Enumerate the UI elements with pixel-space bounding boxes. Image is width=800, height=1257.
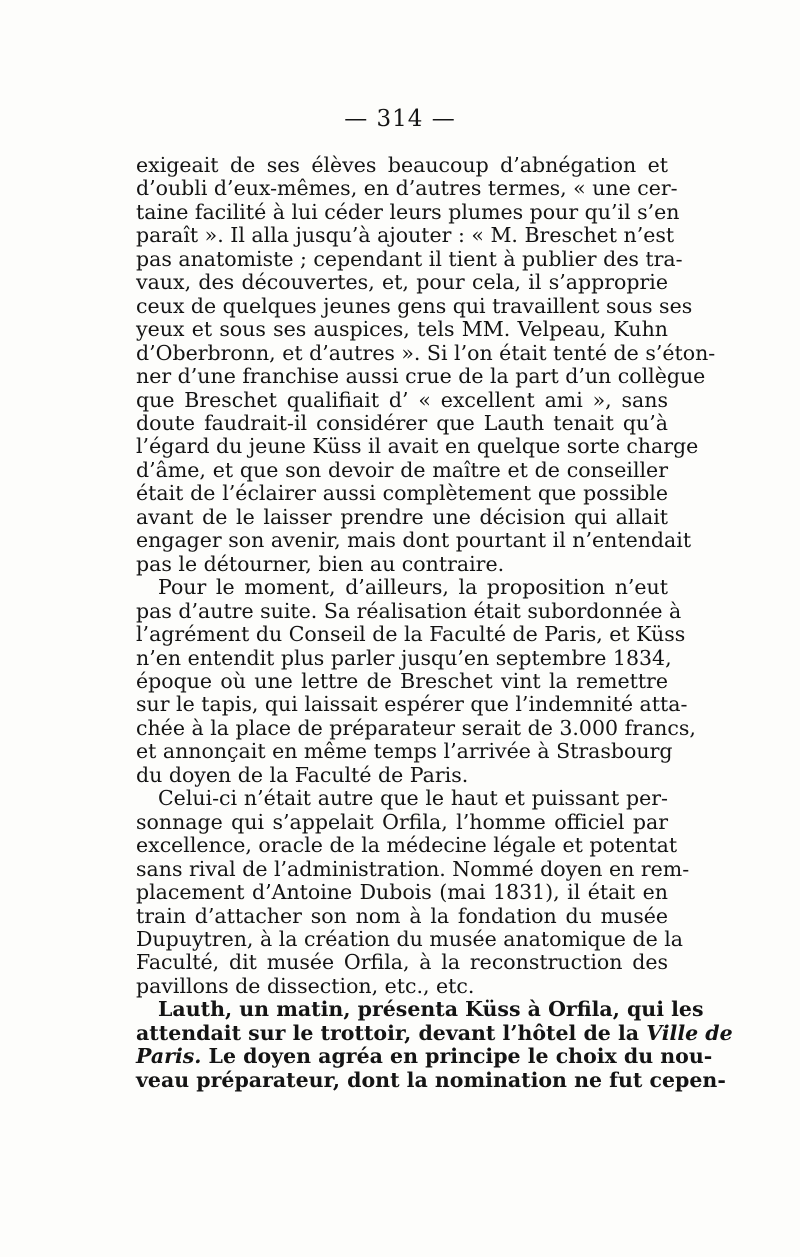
text-line: excellence, oracle de la médecine légale et potentat bbox=[136, 833, 678, 858]
text-line: Pour le moment, d’ailleurs, la proposition n’eut bbox=[158, 575, 668, 600]
text-line: chée à la place de préparateur serait de 3.000 francs, bbox=[136, 715, 696, 740]
text-line: d’âme, et que son devoir de maître et de conseiller bbox=[136, 457, 668, 482]
text-line: sans rival de l’administration. Nommé doyen en rem- bbox=[136, 856, 690, 881]
page-number: — 314 — bbox=[344, 106, 456, 132]
text-line: ceux de quelques jeunes gens qui travaillent sous ses bbox=[136, 293, 693, 318]
text-line: taine facilité à lui céder leurs plumes pour qu’il s’en bbox=[136, 199, 680, 224]
text-line: d’Oberbronn, et d’autres ». Si l’on était tenté de s’éton- bbox=[136, 340, 716, 365]
text-line: sonnage qui s’appelait Orfila, l’homme officiel par bbox=[136, 809, 668, 834]
text-line: train d’attacher son nom à la fondation du musée bbox=[136, 903, 668, 928]
text-line: n’en entendit plus parler jusqu’en septembre 1834, bbox=[136, 645, 672, 670]
text-line: paraît ». Il alla jusqu’à ajouter : « M. Breschet n’est bbox=[136, 223, 675, 248]
text-line: du doyen de la Faculté de Paris. bbox=[136, 762, 469, 787]
paragraph bbox=[136, 153, 716, 576]
text-line: placement d’Antoine Dubois (mai 1831), il était en bbox=[136, 880, 668, 905]
text-line: Lauth, un matin, présenta Küss à Orfila, qui les bbox=[158, 997, 704, 1022]
text-fragment: Le doyen agréa en principe le choix du nou- bbox=[201, 1044, 713, 1069]
text-line: et annonçait en même temps l’arrivée à Strasbourg bbox=[136, 739, 673, 764]
text-line: époque où une lettre de Breschet vint la remettre bbox=[136, 668, 668, 693]
text-line: que Breschet qualifiait d’ « excellent ami », sans bbox=[136, 387, 668, 412]
italic-fragment: Ville de bbox=[646, 1020, 733, 1045]
text-line: doute faudrait-il considérer que Lauth tenait qu’à bbox=[136, 410, 668, 435]
text-line: pas le détourner, bien au contraire. bbox=[136, 551, 505, 576]
text-line: engager son avenir, mais dont pourtant il n’entendait bbox=[136, 528, 692, 553]
text-line: pavillons de dissection, etc., etc. bbox=[136, 973, 475, 998]
text-line: Faculté, dit musée Orfila, à la reconstruction des bbox=[136, 950, 668, 975]
italic-fragment: Paris. bbox=[136, 1044, 202, 1069]
body-text bbox=[136, 153, 733, 1092]
text-line: ner d’une franchise aussi crue de la part d’un collègue bbox=[136, 364, 706, 389]
text-line: pas anatomiste ; cependant il tient à publier des tra- bbox=[136, 246, 683, 271]
text-line: pas d’autre suite. Sa réalisation était subordonnée à bbox=[136, 598, 682, 623]
text-line bbox=[136, 1044, 713, 1069]
text-line bbox=[136, 1020, 733, 1045]
paragraph bbox=[136, 575, 696, 787]
text-line: yeux et sous ses auspices, tels MM. Velpeau, Kuhn bbox=[136, 317, 668, 342]
text-line: vaux, des découvertes, et, pour cela, il s’approprie bbox=[136, 270, 668, 295]
text-line: avant de le laisser prendre une décision qui allait bbox=[136, 504, 668, 529]
text-line: Celui-ci n’était autre que le haut et puissant per- bbox=[158, 786, 668, 811]
text-line: veau préparateur, dont la nomination ne fut cepen- bbox=[136, 1067, 726, 1092]
text-fragment: attendait sur le trottoir, devant l’hôtel de la bbox=[136, 1020, 647, 1045]
paragraph bbox=[136, 786, 690, 998]
text-line: l’égard du jeune Küss il avait en quelque sorte charge bbox=[136, 434, 699, 459]
text-line: exigeait de ses élèves beaucoup d’abnégation et bbox=[136, 153, 668, 177]
text-line: Dupuytren, à la création du musée anatomique de la bbox=[136, 926, 684, 951]
text-line: sur le tapis, qui laissait espérer que l’indemnité atta- bbox=[136, 692, 688, 717]
text-line: l’agrément du Conseil de la Faculté de Paris, et Küss bbox=[136, 622, 686, 647]
text-line: d’oubli d’eux-mêmes, en d’autres termes, « une cer- bbox=[136, 176, 678, 201]
text-line: était de l’éclairer aussi complètement que possible bbox=[136, 481, 668, 506]
paragraph bbox=[136, 997, 733, 1092]
